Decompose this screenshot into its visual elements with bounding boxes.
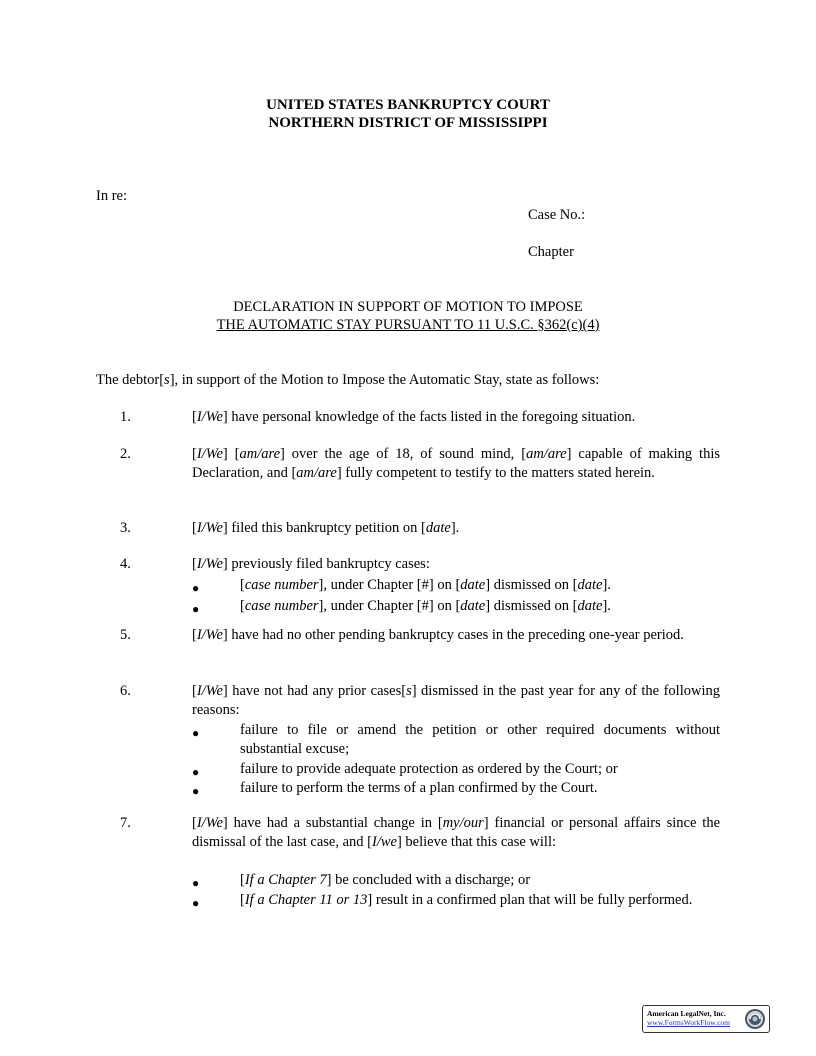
- chapter-label: Chapter: [528, 244, 574, 260]
- item-text: [I/We] previously filed bankruptcy cases: ● [case number], under Chapter [#] on [date] dismissed on [date]. ● [case number], under Chapter [#] on [date] dismissed on [date].: [192, 555, 720, 616]
- item-number: 3.: [120, 520, 131, 536]
- court-name: UNITED STATES BANKRUPTCY COURT: [266, 97, 550, 113]
- item-text: [I/We] have not had any prior cases[s] dismissed in the past year for any of the following reasons: ● failure to file or amend the petition or other required documents without substantial excuse; ● failure to provide adequate protection as ordered by the Court; or ● failure to perform the terms of a plan confirmed by the Court.: [192, 682, 720, 798]
- item-text: [I/We] [am/are] over the age of 18, of sound mind, [am/are] capable of making this Declaration, and [am/are] fully competent to testify to the matters stated herein.: [192, 446, 720, 481]
- item-number: 7.: [120, 815, 131, 831]
- bullet-icon: ●: [192, 765, 200, 779]
- bullet-item: ● failure to provide adequate protection as ordered by the Court; or: [192, 760, 720, 779]
- court-header: [0, 96, 816, 132]
- item-text: [I/We] filed this bankruptcy petition on [date].: [192, 520, 460, 536]
- bullet-icon: ●: [192, 602, 200, 616]
- bullet-item: ● [If a Chapter 7] be concluded with a discharge; or: [192, 871, 720, 890]
- bullet-item: ● failure to file or amend the petition or other required documents without substantial excuse;: [192, 722, 720, 757]
- document-title: [0, 298, 816, 334]
- bullet-item: ● [case number], under Chapter [#] on [date] dismissed on [date].: [192, 576, 720, 595]
- court-district: NORTHERN DISTRICT OF MISSISSIPPI: [268, 115, 548, 131]
- logo-url-link[interactable]: www.FormsWorkFlow.com: [647, 1018, 731, 1027]
- bullet-icon: ●: [192, 581, 200, 595]
- item-text: [I/We] have had a substantial change in [my/our] financial or personal affairs since the dismissal of the last case, and [I/we] believe that this case will: ● [If a Chapter 7] be concluded with a discharge; or ● [If a Chapter 11 or 13] result in a confirmed plan that will be fully performed.: [192, 814, 720, 910]
- item-number: 2.: [120, 446, 131, 462]
- footer-logo[interactable]: [642, 1005, 770, 1033]
- intro-paragraph: The debtor[s], in support of the Motion to Impose the Automatic Stay, state as follows:: [96, 372, 600, 388]
- bullet-item: ● [If a Chapter 11 or 13] result in a confirmed plan that will be fully performed.: [192, 891, 720, 910]
- in-re-label: In re:: [96, 188, 127, 204]
- item-number: 4.: [120, 556, 131, 572]
- bullet-icon: ●: [192, 876, 200, 890]
- bullet-item: ● failure to perform the terms of a plan confirmed by the Court.: [192, 779, 720, 798]
- item-number: 1.: [120, 409, 131, 425]
- title-line-2: THE AUTOMATIC STAY PURSUANT TO 11 U.S.C. §362(c)(4): [216, 317, 600, 333]
- item-number: 6.: [120, 683, 131, 699]
- case-number-label: Case No.:: [528, 207, 586, 223]
- item-text: [I/We] have personal knowledge of the facts listed in the foregoing situation.: [192, 409, 636, 425]
- item-number: 5.: [120, 627, 131, 643]
- globe-icon: [744, 1008, 766, 1030]
- bullet-icon: ●: [192, 784, 200, 798]
- bullet-item: ● [case number], under Chapter [#] on [date] dismissed on [date].: [192, 597, 720, 616]
- logo-company: American LegalNet, Inc.: [647, 1009, 726, 1018]
- item-text: [I/We] have had no other pending bankruptcy cases in the preceding one-year period.: [192, 627, 684, 643]
- bullet-icon: ●: [192, 896, 200, 910]
- title-line-1: DECLARATION IN SUPPORT OF MOTION TO IMPOSE: [233, 299, 583, 315]
- bullet-icon: ●: [192, 726, 200, 740]
